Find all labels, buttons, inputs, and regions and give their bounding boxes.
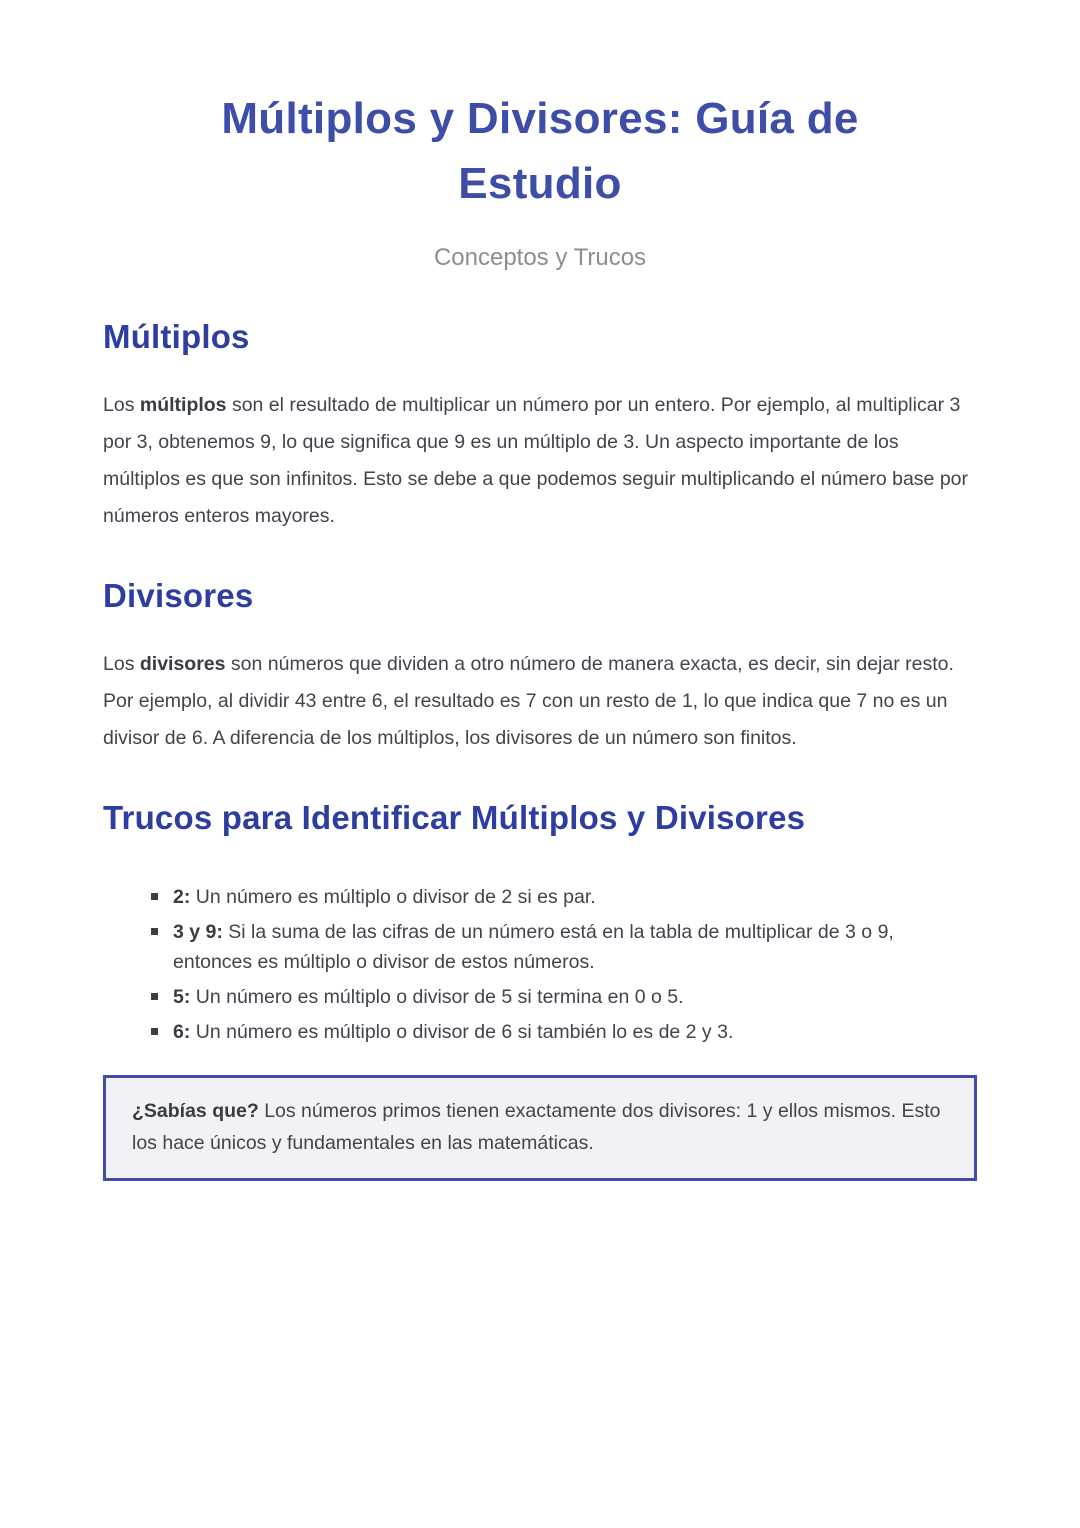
- list-item: [151, 917, 977, 977]
- list-item-text: Un número es múltiplo o divisor de 6 si también lo es de 2 y 3.: [190, 1020, 734, 1043]
- square-bullet-icon: [151, 928, 158, 935]
- paragraph-divisores: [103, 646, 977, 757]
- square-bullet-icon: [151, 993, 158, 1000]
- section-heading-multiplos: Múltiplos: [103, 318, 250, 356]
- paragraph-text-prefix: Los: [103, 653, 140, 675]
- paragraph-text-rest: son números que dividen a otro número de manera exacta, es decir, sin dejar resto. Por ejemplo, al dividir 43 entre 6, el resultado es 7 con un resto de 1, lo que indica que 7 no es un divisor de 6. A diferencia de los múltiplos, los divisores de un número son finitos.: [103, 653, 954, 749]
- list-item: [151, 882, 977, 912]
- tricks-list: [103, 882, 977, 1047]
- list-item: [151, 982, 977, 1012]
- section-heading-trucos: Trucos para Identificar Múltiplos y Divisores: [103, 799, 806, 836]
- callout-text: Los números primos tienen exactamente dos divisores: 1 y ellos mismos. Esto los hace únicos y fundamentales en las matemáticas.: [132, 1099, 941, 1154]
- list-item-text: Un número es múltiplo o divisor de 2 si es par.: [190, 885, 596, 908]
- list-item: [151, 1017, 977, 1047]
- paragraph-bold-term: divisores: [139, 653, 226, 675]
- square-bullet-icon: [151, 893, 158, 900]
- list-item-text: Un número es múltiplo o divisor de 5 si termina en 0 o 5.: [190, 985, 684, 1008]
- list-item-bold-term: 2:: [173, 885, 191, 908]
- paragraph-bold-term: múltiplos: [139, 394, 227, 417]
- list-item-bold-term: 6:: [173, 1020, 191, 1043]
- did-you-know-callout: [103, 1075, 977, 1181]
- callout-bold-lead: ¿Sabías que?: [132, 1099, 259, 1122]
- list-item-bold-term: 5:: [173, 985, 191, 1008]
- page-subtitle: Conceptos y Trucos: [433, 244, 647, 272]
- paragraph-multiplos: [103, 387, 977, 535]
- list-item-bold-term: 3 y 9:: [173, 920, 223, 943]
- section-heading-divisores: Divisores: [103, 577, 254, 615]
- square-bullet-icon: [151, 1028, 158, 1035]
- paragraph-text-rest: son el resultado de multiplicar un número por un entero. Por ejemplo, al multiplicar 3 por 3, obtenemos 9, lo que significa que 9 es un múltiplo de 3. Un aspecto importante de los múltiplos es que son infinitos. Esto se debe a que podemos seguir multiplicando el número base por números enteros mayores.: [103, 394, 969, 528]
- page-title: Múltiplos y Divisores: Guía de Estudio: [221, 94, 859, 209]
- paragraph-text-prefix: Los: [103, 394, 140, 417]
- list-item-text: Si la suma de las cifras de un número está en la tabla de multiplicar de 3 o 9, entonces es múltiplo o divisor de estos números.: [173, 920, 894, 973]
